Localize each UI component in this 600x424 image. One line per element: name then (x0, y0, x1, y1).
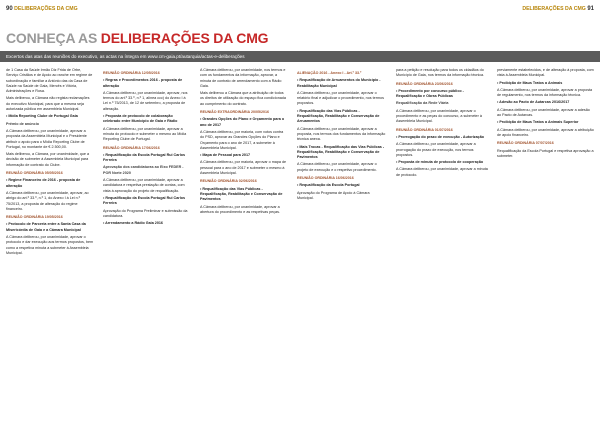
paragraph: A Câmara deliberou, por unanimidade, aprovar, ao abrigo do art.º 33.º, n.º 1, do Anexo I à Lei n.º 75/2013, a proposta de alteração do regime financeiro. (6, 190, 89, 211)
paragraph: A Câmara deliberou, por unanimidade, nos termos e com os fundamentos da informação, aprovar, a minuta de contrato de arrendamento com a Rádio Gaia. (200, 68, 286, 88)
deliberation-title: • Requalificação da Escola Portugal Rui Carlos Ferreira (103, 195, 186, 206)
paragraph: A Câmara deliberou, por unanimidade, aprovar a abertura do procedimento e as respetivas peças. (200, 204, 280, 214)
column-3 (200, 68, 288, 420)
paragraph: A Câmara deliberou, por unanimidade, aprovar a prorrogação do prazo de execução, nos termos propostos. (396, 142, 476, 157)
paragraph: A Câmara deliberou, por unanimidade, aprovar, nos termos do art.º 33.º, n.º 1, alínea ccc) do Anexo I à Lei n.º 75/2013, de 12 de setembro, a proposta de alteração. (103, 90, 188, 111)
deliberation-title: • Proposta de minuta de protocolo de cooperação (396, 160, 484, 165)
deliberation-subtitle: Requalificação da Rede Viária (396, 101, 449, 106)
deliberation-title: • Requalificação de Arruamentos do Município - Reabilitação Municipal (297, 78, 381, 88)
meeting-heading: REUNIÃO ORDINÁRIA 02/06/2016 (200, 179, 257, 184)
deliberation-title: • Proposta de protocolo de colaboração celebrado entre Município de Gaia e Rádio (103, 114, 178, 124)
deliberation-title: • Requalificação da Escola Portugal Rui Carlos Ferreira (103, 152, 186, 163)
deliberation-title: • Arrendamento a Rádio Gaia 2016 (103, 221, 163, 226)
header-right (522, 6, 594, 12)
deliberation-title: • Mapa de Pessoal para 2017 (200, 153, 251, 158)
paragraph: A Câmara deliberou, por unanimidade, aprovar a proposta de regulamento, nos termos da informação técnica. (497, 87, 593, 98)
page-header (6, 6, 594, 14)
deliberation-title: • Protocolo de Parceria entre a Santa Casa da Misericórdia de Gaia e a Câmara Municipal (6, 222, 86, 232)
paragraph: A Câmara deliberou, por maioria, aprovar o mapa de pessoal para o ano de 2017 e submeter o mesmo à Assembleia Municipal. (200, 160, 287, 176)
meeting-heading: REUNIÃO ORDINÁRIA 07/07/2016 (497, 141, 554, 146)
paragraph: Mais deliberou, a Câmara, por unanimidade, que a decisão de submeter à Assembleia Municipal para informação de contrato do Clube. (6, 152, 90, 167)
deliberation-title: • Grandes Opções do Plano e Orçamento para o ano de 2017 (200, 117, 285, 127)
deliberation-title: • Requalificação das Vias Públicas - Requalificação, Reabilitação e Conservação de Arruamentos (297, 108, 380, 124)
meeting-heading: REUNIÃO ORDINÁRIA 23/06/2016 (396, 81, 453, 86)
paragraph: A Câmara deliberou, por unanimidade, aprovar a proposta, nos termos dos fundamentos da informação técnica anexa. (297, 126, 386, 142)
paragraph: A Câmara deliberou, por unanimidade, aprovar a proposta da Assembleia Municipal e o Presidente atribuir o apoio para o Mídia Reporting Clube de Portugal, no montante de € 2.500,00. (6, 128, 87, 149)
deliberation-title: • Requalificação das Vias Públicas - Requalificação, Reabilitação e Conservação de Pavimentos (200, 186, 283, 202)
deliberation-title: • Regras e Procedimentos 2016 - proposta de alteração (103, 78, 183, 88)
paragraph: Mais deliberou a Câmara que a atribuição de todos os direitos de utilização do espaço fica condicionada ao cumprimento do contrato. (200, 91, 286, 106)
paragraph: A Câmara deliberou, por unanimidade, aprovar o projeto de execução e o respetivo procedimento. (297, 162, 377, 172)
meeting-heading: REUNIÃO ORDINÁRIA 19/05/2016 (6, 215, 63, 220)
title-prefix: CONHEÇA AS (6, 30, 101, 46)
column-6 (497, 68, 594, 420)
paragraph: A Câmara deliberou, por unanimidade, aprovar o procedimento e as peças do concurso, a submeter à Assembleia Municipal. (396, 108, 482, 124)
deliberation-title: • Mídia Reporting Clube de Portugal Gaia (6, 114, 78, 119)
meeting-heading: ALIENAÇÃO 2016 - Anexo I - Art.º 33.º (297, 71, 362, 75)
paragraph: A Câmara deliberou, por unanimidade, aprovar a atribuição de apoio financeiro. (497, 127, 594, 137)
paragraph: A Câmara deliberou, por unanimidade, aprovar a candidatura e respetiva prestação de contas, com vista à aprovação do projeto de requalificação. (103, 178, 185, 193)
deliberation-subtitle: Aprovação dos candidaturas ao Eixo FEDER - POR Norte 2020 (103, 165, 184, 175)
header-left (6, 6, 78, 12)
deliberation-title: • Regime Financeiro de 2016 - proposta de alteração (6, 178, 81, 188)
meeting-heading: REUNIÃO ORDINÁRIA 05/05/2016 (6, 171, 63, 176)
paragraph: previamente estabelecidos, e de alteração à proposta, com vista à Assembleia Municipal. (497, 68, 594, 78)
deliberation-title: • Proibição de Maus Tratos a Animais Superior (497, 120, 579, 125)
paragraph: Mais deliberou, a Câmara não regista reclamações do executivo Municipal, para que a mesma seja autorizada pública em assembleia Municipal. (6, 96, 90, 112)
page-number-left: 90 (6, 6, 13, 12)
column-5 (396, 68, 488, 420)
column-2 (103, 68, 191, 420)
deliberation-title: • Prorrogação do prazo de execução - Autorização (396, 134, 485, 139)
meeting-heading: REUNIÃO ORDINÁRIA 16/06/2016 (297, 176, 354, 181)
title-highlight: DELIBERAÇÕES DA CMG (100, 30, 269, 46)
column-1 (6, 68, 94, 420)
header-caption-left: DELIBERAÇÕES DA CMG (14, 6, 78, 12)
deliberation-title: • Mais Trocas - Requalificação das Vias Públicas - Requalificação, Reabilitação e Conservação de Pavimentos (297, 144, 385, 160)
paragraph: A Câmara deliberou, por unanimidade, aprovar a minuta do protocolo e submeter o mesmo ao Mídia Reporting Clube de Portugal. (103, 126, 187, 142)
meeting-heading: REUNIÃO ORDINÁRIA 01/07/2016 (396, 127, 453, 132)
header-caption-right: DELIBERAÇÕES DA CMG (522, 6, 586, 12)
paragraph: Aprovação do Programa Preliminar e submissão da candidatura. (103, 208, 188, 218)
paragraph: A Câmara deliberou, por unanimidade, aprovar a adesão ao Pacto de Autarcas. (497, 107, 590, 118)
page-title (6, 30, 268, 46)
deliberation-title: • Proibição de Maus Tratos a Animais (497, 80, 563, 85)
deliberation-title: • Procedimento por concurso público - Requalificação e Obras Públicas (396, 88, 464, 99)
article-columns (6, 68, 594, 420)
subtitle-bar: Excertos das atas das reuniões do executivo, as actas na íntegra em www.cm-gaia.pt/autarquia/actas-e-deliberações (0, 51, 600, 62)
paragraph: Requalificação da Escola Portugal e respetiva aprovação a submeter. (497, 148, 594, 158)
deliberation-title: • Requalificação da Escola Portugal (297, 183, 360, 188)
paragraph: A Câmara deliberou, por maioria, com votos contra do PSD, aprovar as Grandes Opções do Plano e Orçamento para o ano de 2017, a submeter à Assembleia Municipal. (200, 129, 284, 150)
deliberation-title: • Adesão ao Pacto de Autarcas 2016/2017 (497, 100, 570, 105)
deliberation-subtitle: Prêmio de anúncio (6, 121, 39, 126)
paragraph: A Câmara deliberou, por unanimidade, aprovar o protocolo e dar execução aos termos propostos, bem como a respetiva minuta a submeter à Assembleia Municipal. (6, 235, 94, 255)
paragraph: para a petição e resolução para todos os cidadãos do Município de Gaia, nos termos da informação técnica. (396, 68, 485, 78)
meeting-heading: REUNIÃO ORDINÁRIA 17/06/2016 (103, 145, 160, 150)
column-4 (297, 68, 387, 420)
meeting-heading: REUNIÃO ORDINÁRIA 12/05/2016 (103, 71, 160, 75)
meeting-heading: REUNIÃO EXTRAORDINÁRIA 20/05/2016 (200, 110, 269, 115)
page-number-right: 91 (587, 6, 594, 12)
paragraph: A Câmara deliberou, por unanimidade, aprovar o relatório final e adjudicar o procedimento, nos termos propostos. (297, 90, 384, 106)
paragraph: A Câmara deliberou, por unanimidade, aprovar a minuta de protocolo. (396, 167, 488, 177)
paragraph: Aprovação do Programa de Apoio à Câmara Municipal. (297, 190, 370, 200)
paragraph: de 1 Casa da Saúde Irmão Diz Frida de Orbe, Serviço Cristãos e de Apoio ao ranche em regime de subordinação e familiar a António das da Casa de Saúde na Saúde de Gaia, Mercês e Vitória, Administrações e Rosa. (6, 68, 93, 94)
